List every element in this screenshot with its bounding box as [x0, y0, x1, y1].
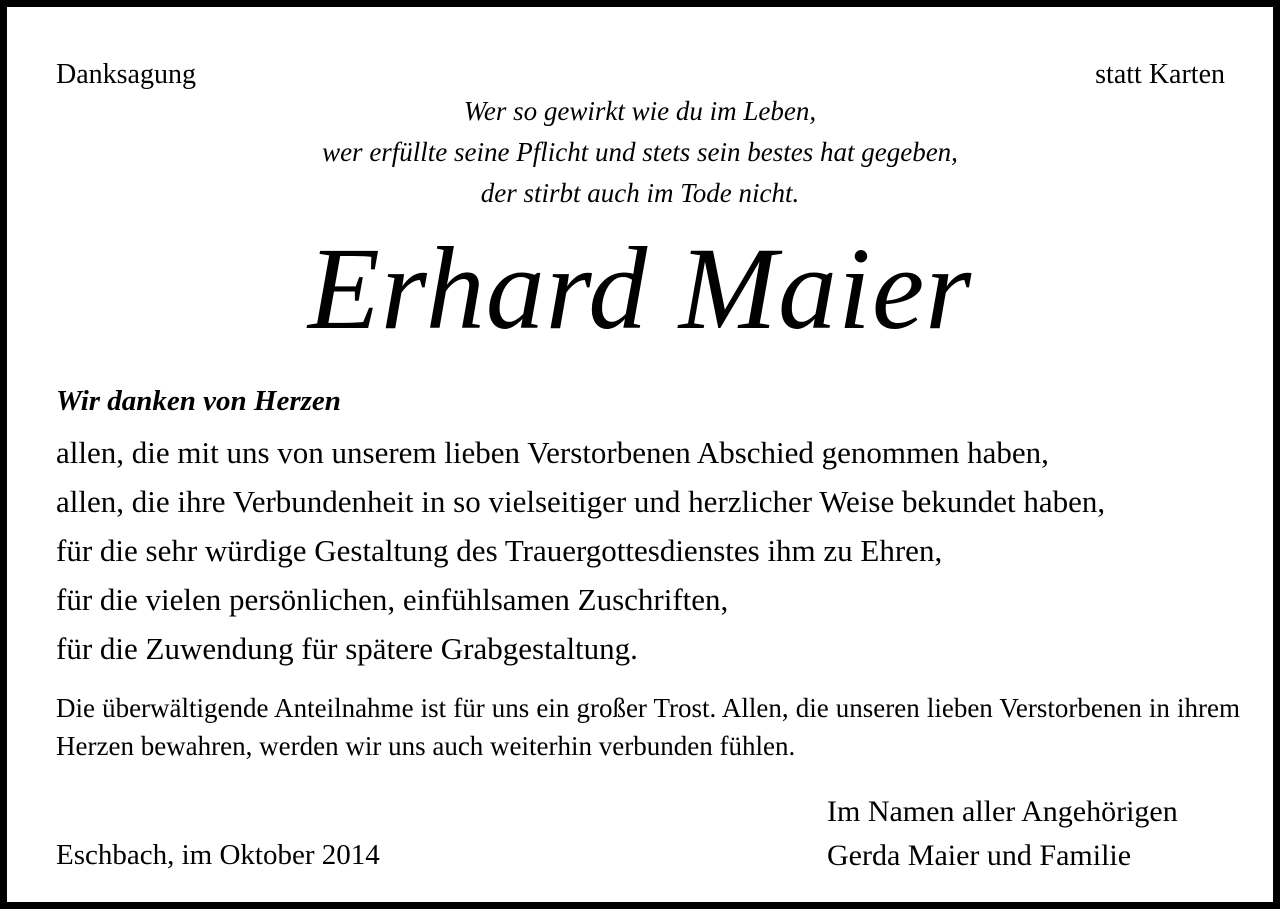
- poem-line-2: wer erfüllte seine Pflicht und stets sein bestes hat gegeben,: [322, 137, 958, 167]
- place-date: Eschbach, im Oktober 2014: [56, 839, 380, 871]
- thanks-line-4: für die vielen persönlichen, einfühlsamen Zuschriften,: [56, 582, 729, 617]
- deceased-name: Erhard Maier: [307, 223, 973, 354]
- poem-line-3: der stirbt auch im Tode nicht.: [480, 178, 800, 208]
- thanks-line-3: für die sehr würdige Gestaltung des Trauergottesdienstes ihm zu Ehren,: [56, 533, 943, 568]
- thanks-line-1: allen, die mit uns von unserem lieben Verstorbenen Abschied genommen haben,: [56, 435, 1049, 470]
- signature-line-2: Gerda Maier und Familie: [827, 839, 1132, 872]
- closing-paragraph: Die überwältigende Anteilnahme ist für uns ein großer Trost. Allen, die unseren lieben Verstorbenen in ihrem Herzen bewahren, werden wir uns auch weiterhin verbunden fühlen.: [56, 693, 1240, 761]
- header-danksagung: Danksagung: [56, 59, 196, 90]
- signature-line-1: Im Namen aller Angehörigen: [827, 795, 1178, 828]
- thanks-heading: Wir danken von Herzen: [56, 385, 341, 417]
- thanks-line-2: allen, die ihre Verbundenheit in so vielseitiger und herzlicher Weise bekundet haben,: [56, 484, 1106, 519]
- header-statt-karten: statt Karten: [1095, 59, 1225, 90]
- poem-line-1: Wer so gewirkt wie du im Leben,: [463, 96, 817, 126]
- thanks-line-5: für die Zuwendung für spätere Grabgestaltung.: [56, 631, 638, 666]
